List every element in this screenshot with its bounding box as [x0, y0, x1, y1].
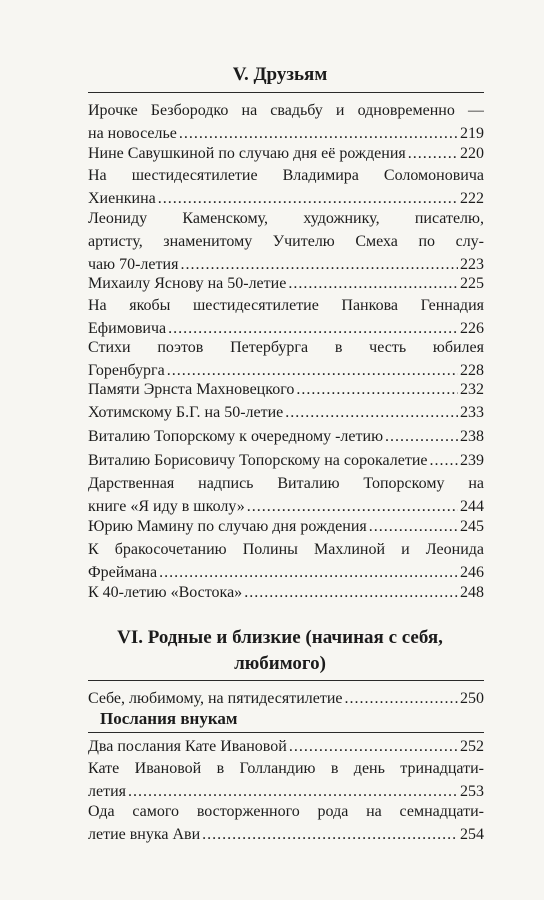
toc-entry[interactable] — [88, 757, 484, 803]
leader-dots — [288, 272, 458, 295]
page-number: 248 — [460, 584, 484, 601]
page-number: 245 — [460, 518, 484, 535]
toc-entry[interactable] — [88, 735, 484, 758]
divider-rule — [88, 680, 484, 681]
entry-line: чаю 70-летия — [88, 256, 179, 273]
entry-line: Виталию Борисовичу Топорскому на сорокалетие — [88, 452, 428, 469]
entry-line: летия — [88, 783, 126, 800]
toc-entry[interactable] — [88, 401, 484, 424]
toc-entry[interactable] — [88, 336, 484, 382]
entry-line: Михаилу Яснову на 50-летие — [88, 275, 287, 292]
section-title-family — [80, 625, 480, 677]
entry-line: К бракосочетанию Полины Махлиной и Леонида — [88, 541, 484, 558]
toc-entry[interactable] — [88, 581, 484, 604]
toc-entry[interactable] — [88, 378, 484, 401]
page-number: 244 — [460, 498, 484, 515]
toc-entry[interactable] — [88, 207, 484, 276]
page-number: 223 — [460, 256, 484, 273]
page-number: 252 — [460, 738, 484, 755]
page-number: 225 — [460, 275, 484, 292]
leader-dots — [296, 378, 458, 401]
page-number: 239 — [460, 452, 484, 469]
divider-rule — [88, 92, 484, 93]
toc-entry[interactable] — [88, 164, 484, 210]
section-title-friends — [80, 62, 480, 88]
page-number: 232 — [460, 381, 484, 398]
section-title-line: любимого) — [234, 653, 326, 674]
entry-line: Два послания Кате Ивановой — [88, 738, 287, 755]
leader-dots — [285, 401, 458, 424]
leader-dots — [385, 425, 458, 448]
toc-entry[interactable] — [88, 272, 484, 295]
page-number: 253 — [460, 783, 484, 800]
page-number: 228 — [460, 362, 484, 379]
page-number: 226 — [460, 320, 484, 337]
toc-entry[interactable] — [88, 515, 484, 538]
entry-line: На якобы шестидесятилетие Панкова Геннадия — [88, 297, 484, 314]
section-title-line: V. Друзьям — [232, 64, 328, 85]
entry-line: Хотимскому Б.Г. на 50-летие — [88, 404, 284, 421]
entry-line: На шестидесятилетие Владимира Соломоновича — [88, 167, 484, 184]
entry-line: Ирочке Безбородко на свадьбу и одновременно — — [88, 102, 484, 119]
subsection-title: Послания внукам — [100, 709, 238, 728]
page-number: 220 — [460, 145, 484, 162]
toc-entry[interactable] — [88, 425, 484, 448]
entry-line: на новоселье — [88, 125, 177, 142]
page-number: 222 — [460, 190, 484, 207]
entry-line: К 40-летию «Востока» — [88, 584, 243, 601]
page-number: 246 — [460, 564, 484, 581]
toc-entry[interactable] — [88, 142, 484, 165]
entry-line: Дарственная надпись Виталию Топорскому на — [88, 475, 484, 492]
entry-line: Горенбурга — [88, 362, 165, 379]
entry-line: Ода самого восторженного рода на семнадцати- — [88, 803, 484, 820]
entry-line: Нине Савушкиной по случаю дня её рождения — [88, 145, 406, 162]
entry-line: Кате Ивановой в Голландию в день тринадцати- — [88, 760, 484, 777]
leader-dots — [369, 515, 458, 538]
page-number: 219 — [460, 125, 484, 142]
entry-line: книге «Я иду в школу» — [88, 498, 245, 515]
entry-line: Памяти Эрнста Махновецкого — [88, 381, 295, 398]
entry-line: Виталию Топорскому к очередному -летию — [88, 428, 384, 445]
toc-entry[interactable] — [88, 800, 484, 846]
page-number: 238 — [460, 428, 484, 445]
entry-line: Себе, любимому, на пятидесятилетие — [88, 690, 343, 707]
section-title-line: VI. Родные и близкие (начиная с себя, — [117, 627, 443, 648]
entry-line: Стихи поэтов Петербурга в честь юбилея — [88, 339, 484, 356]
divider-rule — [88, 732, 484, 733]
entry-line: Хиенкина — [88, 190, 156, 207]
entry-line: Леониду Каменскому, художнику, писателю, — [88, 210, 484, 227]
leader-dots — [202, 823, 458, 846]
leader-dots — [244, 581, 458, 604]
leader-dots — [345, 687, 458, 710]
page-number: 250 — [460, 690, 484, 707]
entry-line: летие внука Ави — [88, 826, 201, 843]
page-number: 233 — [460, 404, 484, 421]
entry-line: Фреймана — [88, 564, 158, 581]
toc-entry[interactable] — [88, 99, 484, 145]
toc-entry[interactable] — [88, 294, 484, 340]
entry-line: артисту, знаменитому Учителю Смеха по слу- — [88, 233, 484, 250]
entry-line: Юрию Мамину по случаю дня рождения — [88, 518, 367, 535]
leader-dots — [289, 735, 458, 758]
leader-dots — [429, 449, 458, 472]
page-number: 254 — [460, 826, 484, 843]
entry-line: Ефимовича — [88, 320, 167, 337]
toc-entry[interactable] — [88, 449, 484, 472]
toc-entry[interactable] — [88, 472, 484, 518]
toc-entry[interactable] — [88, 538, 484, 584]
leader-dots — [408, 142, 458, 165]
